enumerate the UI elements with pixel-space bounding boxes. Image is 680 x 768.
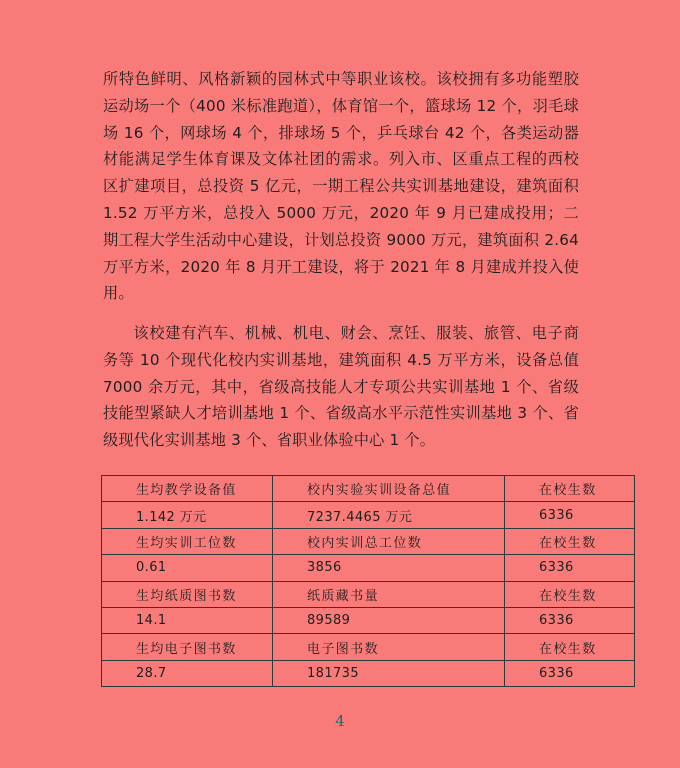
statistics-table (101, 475, 635, 687)
table-cell: 1.142 万元 (102, 502, 273, 528)
table-cell: 生均电子图书数 (102, 634, 273, 660)
table-row (102, 528, 635, 554)
paragraph-campus-facilities: 所特色鲜明、风格新颖的园林式中等职业该校。该校拥有多功能塑胶运动场一个（400 米标准跑道），体育馆一个，篮球场 12 个，羽毛球场 16 个，网球场 4 个，排球场 5 个，乒乓球台 42 个，各类运动器材能满足学生体育课及文体社团的需求。列入市、区重点工程的西校区扩建项目，总投资 5 亿元，一期工程公共实训基地建设，建筑面积 1.52 万平方米，总投入 5000 万元，2020 年 9 月已建成投用；二期工程大学生活动中心建设，计划总投资 9000 万元，建筑面积 2.64 万平方米，2020 年 8 月开工建设，将于 2021 年 8 月建成并投入使用。 (103, 70, 579, 303)
page-number: 4 (335, 712, 345, 730)
table-cell: 6336 (505, 502, 635, 528)
table-cell: 电子图书数 (273, 634, 505, 660)
table-cell: 7237.4465 万元 (273, 502, 505, 528)
table-row (102, 607, 635, 633)
table-cell: 6336 (505, 555, 635, 581)
paragraph-training-bases: 该校建有汽车、机械、机电、财会、烹饪、服装、旅管、电子商务等 10 个现代化校内实训基地，建筑面积 4.5 万平方米，设备总值 7000 余万元，其中，省级高技能人才专项公共实训基地 1 个、省级技能型紧缺人才培训基地 1 个、省级高水平示范性实训基地 3 个、省级现代化实训基地 3 个、省职业体验中心 1 个。 (103, 324, 579, 450)
table-cell: 6336 (505, 660, 635, 686)
table-cell: 0.61 (102, 555, 273, 581)
table-cell: 校内实验实训设备总值 (273, 476, 505, 502)
table-cell: 在校生数 (505, 476, 635, 502)
table-cell: 3856 (273, 555, 505, 581)
table-row (102, 555, 635, 581)
table-cell: 生均教学设备值 (102, 476, 273, 502)
table-row (102, 476, 635, 502)
table-cell: 181735 (273, 660, 505, 686)
table-cell: 在校生数 (505, 634, 635, 660)
table-cell: 生均实训工位数 (102, 528, 273, 554)
table-cell: 生均纸质图书数 (102, 581, 273, 607)
table-cell: 在校生数 (505, 528, 635, 554)
table-row (102, 502, 635, 528)
table-cell: 在校生数 (505, 581, 635, 607)
table-row (102, 634, 635, 660)
table-cell: 89589 (273, 607, 505, 633)
table-row (102, 581, 635, 607)
table-cell: 校内实训总工位数 (273, 528, 505, 554)
table-row (102, 660, 635, 686)
table-cell: 纸质藏书量 (273, 581, 505, 607)
table-cell: 6336 (505, 607, 635, 633)
table-cell: 28.7 (102, 660, 273, 686)
table-cell: 14.1 (102, 607, 273, 633)
